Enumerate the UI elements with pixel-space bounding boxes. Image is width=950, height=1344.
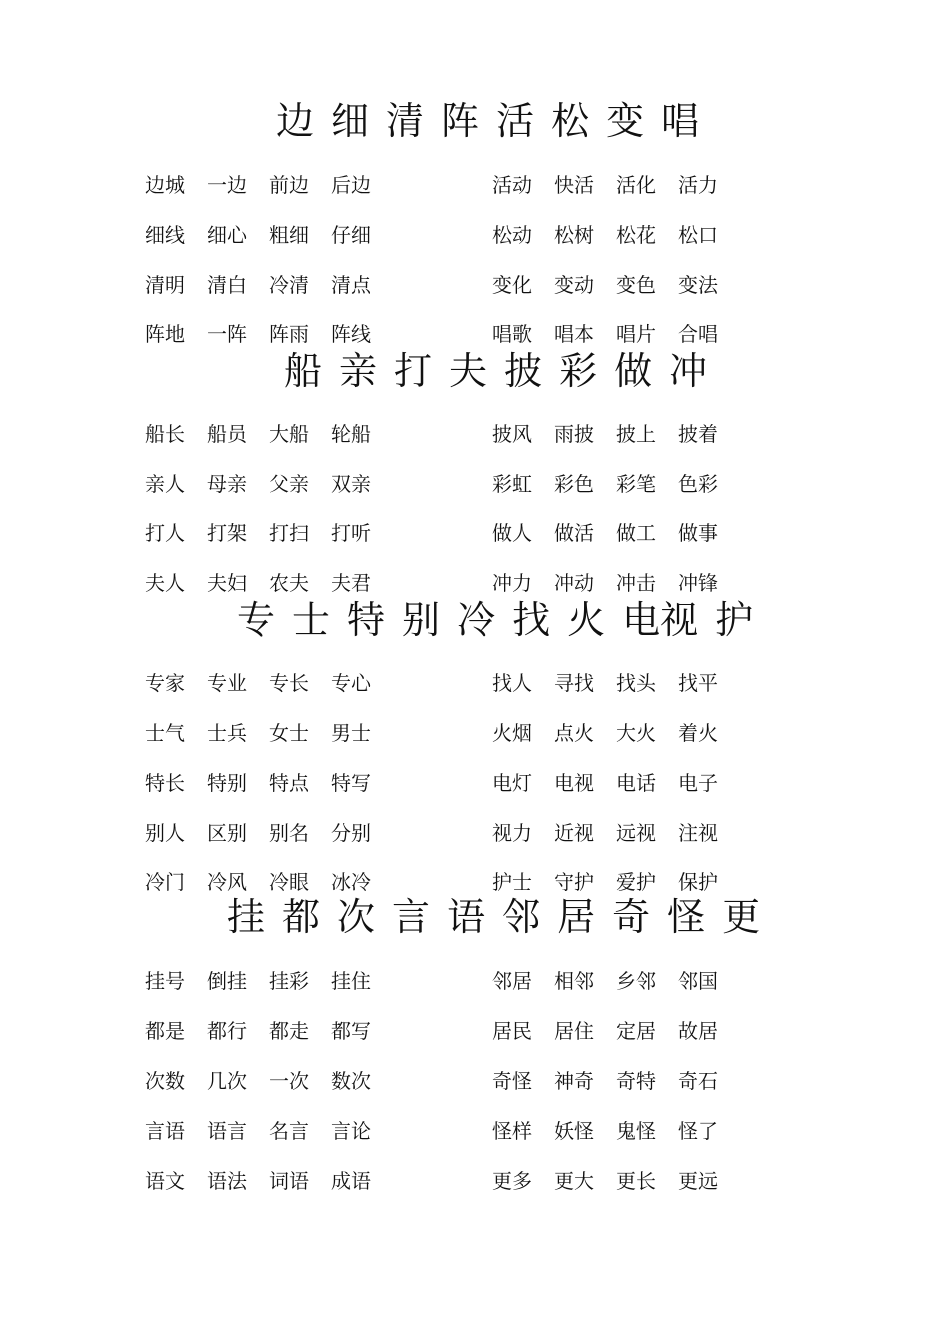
word: 清白	[207, 273, 247, 297]
word-row	[492, 1068, 740, 1094]
word: 松树	[554, 223, 594, 247]
word-row	[492, 1018, 740, 1044]
word-row	[492, 820, 740, 846]
heading-char: 居	[557, 895, 596, 939]
word: 细心	[207, 223, 247, 247]
heading-char: 船	[284, 349, 323, 393]
word: 专心	[331, 671, 371, 695]
word: 挂住	[331, 969, 371, 993]
word: 冲击	[616, 571, 656, 595]
word: 打人	[145, 521, 185, 545]
word: 士气	[145, 721, 185, 745]
word: 邻居	[492, 969, 532, 993]
word-row	[492, 272, 740, 298]
word: 做活	[554, 521, 594, 545]
word: 唱歌	[492, 322, 532, 346]
word: 分别	[331, 821, 371, 845]
word: 男士	[331, 721, 371, 745]
word: 专业	[207, 671, 247, 695]
word: 大火	[616, 721, 656, 745]
word: 言语	[145, 1119, 185, 1143]
word: 怪样	[492, 1119, 532, 1143]
word: 数次	[331, 1069, 371, 1093]
word: 怪了	[678, 1119, 718, 1143]
word: 都写	[331, 1019, 371, 1043]
word: 船员	[207, 422, 247, 446]
word: 清点	[331, 273, 371, 297]
word: 冲动	[554, 571, 594, 595]
section-heading	[227, 894, 777, 940]
word-row	[145, 869, 393, 895]
heading-char: 唱	[661, 99, 700, 143]
word: 更远	[678, 1169, 718, 1193]
word: 特点	[269, 771, 309, 795]
word: 合唱	[678, 322, 718, 346]
section-heading	[237, 597, 770, 643]
word: 语文	[145, 1169, 185, 1193]
word: 找人	[492, 671, 532, 695]
word: 做工	[616, 521, 656, 545]
heading-char: 护	[715, 598, 754, 642]
word-row	[492, 1168, 740, 1194]
word: 打扫	[269, 521, 309, 545]
word: 乡邻	[616, 969, 656, 993]
word: 披上	[616, 422, 656, 446]
word: 更多	[492, 1169, 532, 1193]
heading-char: 阵	[441, 99, 480, 143]
word: 奇怪	[492, 1069, 532, 1093]
word: 注视	[678, 821, 718, 845]
heading-char: 次	[337, 895, 376, 939]
word: 次数	[145, 1069, 185, 1093]
word: 别人	[145, 821, 185, 845]
word: 相邻	[554, 969, 594, 993]
word-row	[145, 520, 393, 546]
word: 松动	[492, 223, 532, 247]
word: 打架	[207, 521, 247, 545]
word-row	[145, 172, 393, 198]
word: 挂号	[145, 969, 185, 993]
heading-char: 松	[551, 99, 590, 143]
word: 视力	[492, 821, 532, 845]
word-row	[492, 570, 740, 596]
word: 鬼怪	[616, 1119, 656, 1143]
word-row	[492, 321, 740, 347]
section-heading	[276, 98, 716, 144]
word: 农夫	[269, 571, 309, 595]
word: 区别	[207, 821, 247, 845]
word: 保护	[678, 870, 718, 894]
heading-char: 边	[276, 99, 315, 143]
heading-char: 特	[347, 598, 386, 642]
word: 爱护	[616, 870, 656, 894]
word: 都行	[207, 1019, 247, 1043]
word: 寻找	[554, 671, 594, 695]
word: 找平	[678, 671, 718, 695]
word: 特写	[331, 771, 371, 795]
word: 言论	[331, 1119, 371, 1143]
word: 邻国	[678, 969, 718, 993]
heading-char: 披	[504, 349, 543, 393]
word: 亲人	[145, 472, 185, 496]
word-row	[145, 770, 393, 796]
heading-char: 细	[331, 99, 370, 143]
heading-char: 做	[614, 349, 653, 393]
word: 冲锋	[678, 571, 718, 595]
word: 故居	[678, 1019, 718, 1043]
word: 轮船	[331, 422, 371, 446]
word-row	[145, 1118, 393, 1144]
word: 一边	[207, 173, 247, 197]
heading-char: 找	[512, 598, 551, 642]
word: 活动	[492, 173, 532, 197]
word: 倒挂	[207, 969, 247, 993]
word: 夫妇	[207, 571, 247, 595]
heading-char: 亲	[339, 349, 378, 393]
word-row	[145, 1018, 393, 1044]
word: 别名	[269, 821, 309, 845]
word: 女士	[269, 721, 309, 745]
word: 火烟	[492, 721, 532, 745]
word: 都是	[145, 1019, 185, 1043]
word: 一次	[269, 1069, 309, 1093]
word: 妖怪	[554, 1119, 594, 1143]
word: 活力	[678, 173, 718, 197]
word: 色彩	[678, 472, 718, 496]
word: 找头	[616, 671, 656, 695]
word: 神奇	[554, 1069, 594, 1093]
heading-char: 奇	[612, 895, 651, 939]
word: 雨披	[554, 422, 594, 446]
word: 彩色	[554, 472, 594, 496]
word: 披风	[492, 422, 532, 446]
heading-char: 言	[392, 895, 431, 939]
word: 夫君	[331, 571, 371, 595]
heading-char: 变	[606, 99, 645, 143]
word: 双亲	[331, 472, 371, 496]
heading-char: 火	[567, 598, 606, 642]
word: 变色	[616, 273, 656, 297]
heading-char: 邻	[502, 895, 541, 939]
word: 奇特	[616, 1069, 656, 1093]
heading-char: 打	[394, 349, 433, 393]
heading-char: 冷	[457, 598, 496, 642]
word: 做事	[678, 521, 718, 545]
word: 母亲	[207, 472, 247, 496]
word: 士兵	[207, 721, 247, 745]
heading-char: 彩	[559, 349, 598, 393]
word: 词语	[269, 1169, 309, 1193]
word-row	[145, 272, 393, 298]
word-row	[492, 720, 740, 746]
word: 着火	[678, 721, 718, 745]
word: 阵雨	[269, 322, 309, 346]
word-row	[492, 968, 740, 994]
word: 冰冷	[331, 870, 371, 894]
word: 仔细	[331, 223, 371, 247]
word: 都走	[269, 1019, 309, 1043]
word-row	[145, 421, 393, 447]
word: 近视	[554, 821, 594, 845]
word: 更长	[616, 1169, 656, 1193]
word: 快活	[554, 173, 594, 197]
word: 专长	[269, 671, 309, 695]
word: 点火	[554, 721, 594, 745]
heading-char: 专	[237, 598, 276, 642]
word: 一阵	[207, 322, 247, 346]
word: 唱片	[616, 322, 656, 346]
word: 夫人	[145, 571, 185, 595]
word: 电灯	[492, 771, 532, 795]
word: 变动	[554, 273, 594, 297]
word-row	[145, 720, 393, 746]
word-row	[492, 670, 740, 696]
heading-char: 清	[386, 99, 425, 143]
section-heading	[284, 348, 724, 394]
word-row	[145, 968, 393, 994]
word: 定居	[616, 1019, 656, 1043]
heading-char: 都	[282, 895, 321, 939]
word: 奇石	[678, 1069, 718, 1093]
word: 松花	[616, 223, 656, 247]
word-row	[145, 321, 393, 347]
word-row	[492, 222, 740, 248]
word: 冷门	[145, 870, 185, 894]
word-row	[492, 421, 740, 447]
heading-char: 语	[447, 895, 486, 939]
word: 守护	[554, 870, 594, 894]
word: 电视	[554, 771, 594, 795]
heading-char: 士	[292, 598, 331, 642]
word: 父亲	[269, 472, 309, 496]
word: 彩虹	[492, 472, 532, 496]
word: 居民	[492, 1019, 532, 1043]
word: 粗细	[269, 223, 309, 247]
heading-char: 更	[722, 895, 761, 939]
heading-char: 挂	[227, 895, 266, 939]
word: 冷眼	[269, 870, 309, 894]
word: 前边	[269, 173, 309, 197]
word: 冲力	[492, 571, 532, 595]
word: 变化	[492, 273, 532, 297]
word: 阵线	[331, 322, 371, 346]
word-row	[145, 670, 393, 696]
word: 松口	[678, 223, 718, 247]
heading-char: 别	[402, 598, 441, 642]
word: 居住	[554, 1019, 594, 1043]
heading-char: 活	[496, 99, 535, 143]
word: 打听	[331, 521, 371, 545]
word-row	[145, 820, 393, 846]
word: 挂彩	[269, 969, 309, 993]
word: 变法	[678, 273, 718, 297]
word: 船长	[145, 422, 185, 446]
word-row	[145, 222, 393, 248]
word: 边城	[145, 173, 185, 197]
word: 做人	[492, 521, 532, 545]
word: 名言	[269, 1119, 309, 1143]
heading-char: 电视	[622, 598, 699, 642]
word: 成语	[331, 1169, 371, 1193]
word: 冷风	[207, 870, 247, 894]
word: 特长	[145, 771, 185, 795]
word: 专家	[145, 671, 185, 695]
word: 后边	[331, 173, 371, 197]
word: 更大	[554, 1169, 594, 1193]
word: 细线	[145, 223, 185, 247]
word-row	[492, 471, 740, 497]
word: 彩笔	[616, 472, 656, 496]
word: 语言	[207, 1119, 247, 1143]
heading-char: 冲	[669, 349, 708, 393]
word-row	[145, 570, 393, 596]
word-row	[492, 869, 740, 895]
word: 语法	[207, 1169, 247, 1193]
word: 阵地	[145, 322, 185, 346]
word-row	[145, 1068, 393, 1094]
word: 几次	[207, 1069, 247, 1093]
word: 大船	[269, 422, 309, 446]
word-row	[145, 471, 393, 497]
heading-char: 夫	[449, 349, 488, 393]
word-row	[492, 172, 740, 198]
word: 护士	[492, 870, 532, 894]
word: 披着	[678, 422, 718, 446]
word-row	[492, 520, 740, 546]
word: 特别	[207, 771, 247, 795]
word: 冷清	[269, 273, 309, 297]
word: 唱本	[554, 322, 594, 346]
word: 活化	[616, 173, 656, 197]
word: 电子	[678, 771, 718, 795]
word-row	[492, 770, 740, 796]
word-row	[492, 1118, 740, 1144]
word: 清明	[145, 273, 185, 297]
word-row	[145, 1168, 393, 1194]
heading-char: 怪	[667, 895, 706, 939]
word: 电话	[616, 771, 656, 795]
word: 远视	[616, 821, 656, 845]
